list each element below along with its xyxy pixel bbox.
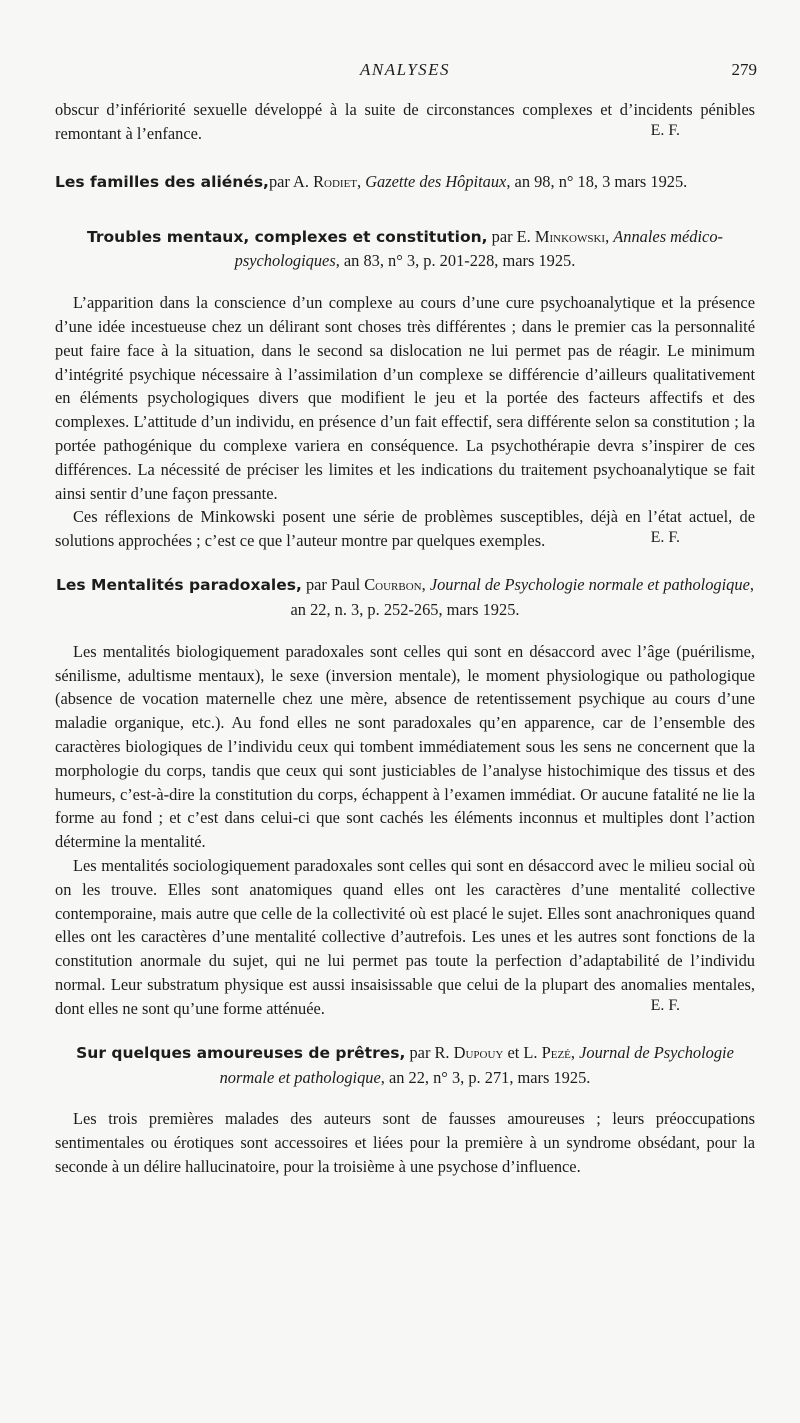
entry-details: , an 98, n° 18, 3 mars 1925.	[506, 171, 688, 191]
entry-author: Minkowski	[534, 226, 606, 246]
review-entry-mentalites	[55, 573, 755, 1018]
entry-details: , an 22, n. 3, p. 252-265, mars 1925.	[290, 575, 754, 619]
entry-title: Troubles mentaux, complexes et constitution,	[87, 227, 488, 246]
review-entry-troubles	[55, 225, 755, 551]
entry-by: par E.	[487, 226, 535, 246]
entry-signature: E. F.	[650, 996, 680, 1014]
entry-heading	[55, 225, 755, 274]
entry-paragraph: Les mentalités sociologiquement paradoxales sont celles qui sont en désaccord avec le milieu social où on les trouve. Elles sont anatomiques quand elles ont les caractères d’une mentalité collective contemporaine, mais autre que celle de la collectivité où est placé le sujet. Elles sont anachroniques quand elles ont les caractères d’une mentalité collective d’autrefois. Les unes et les autres sont fonctions de la constitution anormale du sujet, qui ne lui permet pas toute la perfection d’adaptabilité de l’individu normal. Leur substratum physique est aussi insaisissable que celui de la plupart des anomalies mentales, dont elles ne sont qu’une forme atténuée.	[55, 855, 755, 1018]
entry-author: Dupouy	[453, 1042, 504, 1062]
entry-and: et L.	[503, 1042, 542, 1062]
entry-paragraph: Les trois premières malades des auteurs sont de fausses amoureuses ; leurs préoccupations sentimentales ou érotiques sont accessoires et liées pour la première à un syndrome obsédant, pour la seconde à un délire hallucinatoire, pour la troisième à une psychose d’influence.	[55, 1109, 755, 1176]
intro-text: obscur d’infériorité sexuelle développé à la suite de circonstances complexes et d’incidents pénibles remontant à l’enfance.	[55, 100, 755, 143]
entry-heading	[55, 170, 755, 195]
entry-journal: Journal de Psychologie normale et pathologique	[429, 575, 750, 595]
entry-sep: ,	[421, 575, 430, 595]
entry-paragraph: L’apparition dans la conscience d’un complexe au cours d’une cure psychoanalytique et la présence d’une idée incestueuse chez un délirant sont choses très différentes ; dans le premier cas la personnalité peut faire face à la situation, dans le second sa dislocation ne lui permet pas de réagir. Le minimum d’intégrité psychique nécessaire à l’assimilation d’un complexe se différencie d’ailleurs qualitativement en éléments psychologiques divers que modifient le jeu et la portée des facteurs affectifs et des complexes. L’attitude d’un individu, en présence d’un fait effectif, sera différente selon sa constitution ; la portée pathogénique du complexe variera en conséquence. La psychothérapie devra s’inspirer de ces différences. La nécessité de préciser les limites et les indications du traitement psychoanalytique se fait ainsi sentir d’une façon pressante.	[55, 293, 755, 503]
review-entry-familles	[55, 170, 755, 195]
entry-details: , an 83, n° 3, p. 201-228, mars 1925.	[335, 251, 576, 271]
entry-author-2: Pezé	[541, 1042, 571, 1062]
entry-paragraph: Ces réflexions de Minkowski posent une série de problèmes susceptibles, déjà en l’état actuel, de solutions approchées ; c’est ce que l’auteur montre par quelques exemples.	[55, 507, 755, 551]
page-number: 279	[731, 60, 757, 79]
page-body	[55, 98, 755, 1179]
entry-author: Rodiet	[313, 171, 358, 191]
entry-by: par R.	[405, 1042, 454, 1062]
page-header	[55, 60, 755, 84]
entry-by: par A.	[268, 171, 314, 191]
entry-journal: Gazette des Hôpitaux	[365, 171, 507, 191]
entry-title: Sur quelques amoureuses de prêtres,	[76, 1043, 406, 1062]
entry-sep: ,	[570, 1042, 580, 1062]
entry-signature: E. F.	[650, 529, 680, 547]
entry-journal: Annales médico-psychologiques	[234, 226, 723, 271]
entry-paragraph: Les mentalités biologiquement paradoxales sont celles qui sont en désaccord avec l’âge (puérilisme, sénilisme, adultisme mentaux), le sexe (inversion mentale), le moment physiologique ou pathologique (absence de vocation maternelle chez une mère, absence de retentissement psychique au cours d’une maladie organique, etc.). Au fond elles ne sont paradoxales qu’en apparence, car de l’ensemble des caractères biologiques de l’individu ceux qui tombent immédiatement sous les sens ne concernent que la morphologie du corps, tandis que ceux qui sont justiciables de l’analyse histochimique des tissus et des humeurs, c’est-à-dire la constitution du corps, échappent à l’examen immédiat. Or aucune fatalité ne lie la forme au fond ; et c’est dans celui-ci que sont cachés les éléments inconnus et multiples dont l’action détermine la mentalité.	[55, 641, 755, 852]
entry-sep: ,	[605, 226, 614, 246]
intro-signature: E. F.	[650, 121, 680, 139]
review-entry-amoureuses	[55, 1041, 755, 1179]
entry-details: , an 22, n° 3, p. 271, mars 1925.	[380, 1067, 591, 1087]
entry-author: Courbon	[364, 575, 422, 595]
entry-by: par Paul	[301, 575, 365, 595]
entry-title: Les familles des aliénés,	[55, 172, 269, 191]
entry-journal: Journal de Psychologie normale et pathologique	[219, 1042, 734, 1087]
running-title: ANALYSES	[359, 60, 451, 79]
entry-title: Les Mentalités paradoxales,	[56, 576, 302, 595]
entry-heading	[55, 1041, 755, 1090]
entry-sep: ,	[357, 171, 366, 191]
entry-heading	[55, 573, 755, 622]
